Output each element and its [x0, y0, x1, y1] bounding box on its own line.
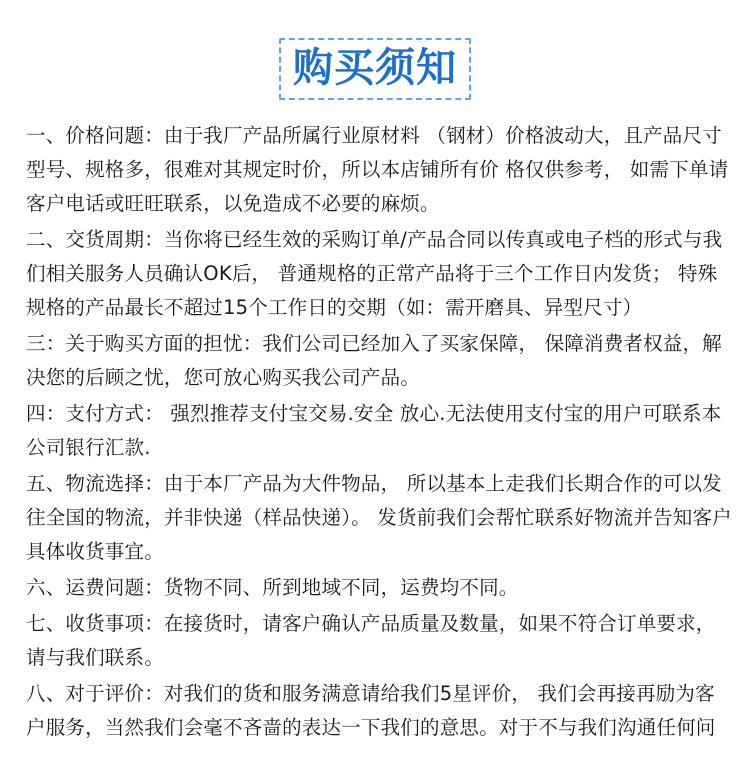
notice-item-delivery: 二、交货周期：当你将已经生效的采购订单/产品合同以传真或电子档的形式与我们相关服务人员确认OK后， 普通规格的正常产品将于三个工作日内发货； 特殊规格的产品最长不超过15个工作日的交期（如：需开磨具、异型尺寸）: [26, 228, 723, 319]
title-container: [0, 38, 750, 100]
page-title: 购买须知: [293, 45, 457, 91]
notice-item-payment: 四：支付方式： 强烈推荐支付宝交易.安全 放心.无法使用支付宝的用户可联系本公司银行汇款.: [26, 402, 722, 459]
notice-item-price: 一、价格问题：由于我厂产品所属行业原材料 （钢材）价格波动大，且产品尺寸型号、规格多，很难对其规定时价，所以本店铺所有价 格仅供参考， 如需下单请客户电话或旺旺联系，以免造成不必要的麻烦。: [26, 124, 729, 215]
notice-list: [26, 119, 732, 747]
notice-item-logistics: 五、物流选择：由于本厂产品为大件物品， 所以基本上走我们长期合作的可以发往全国的物流，并非快递（样品快递）。 发货前我们会帮忙联系好物流并告知客户具体收货事宜。: [26, 472, 732, 563]
notice-item-review: 八、对于评价：对我们的货和服务满意请给我们5星评价， 我们会再接再励为客户服务，当然我们会毫不吝啬的表达一下我们的意思。对于不与我们沟通任何问: [26, 682, 716, 739]
notice-item-shipping-fee: 六、运费问题：货物不同、所到地域不同，运费均不同。: [26, 576, 519, 599]
notice-item-guarantee: 三：关于购买方面的担忧：我们公司已经加入了买家保障， 保障消费者权益，解决您的后顾之忧，您可放心购买我公司产品。: [26, 332, 722, 389]
title-frame: [279, 38, 471, 100]
notice-item-receiving: 七、收货事项：在接货时，请客户确认产品质量及数量，如果不符合订单要求，请与我们联系。: [26, 612, 716, 669]
